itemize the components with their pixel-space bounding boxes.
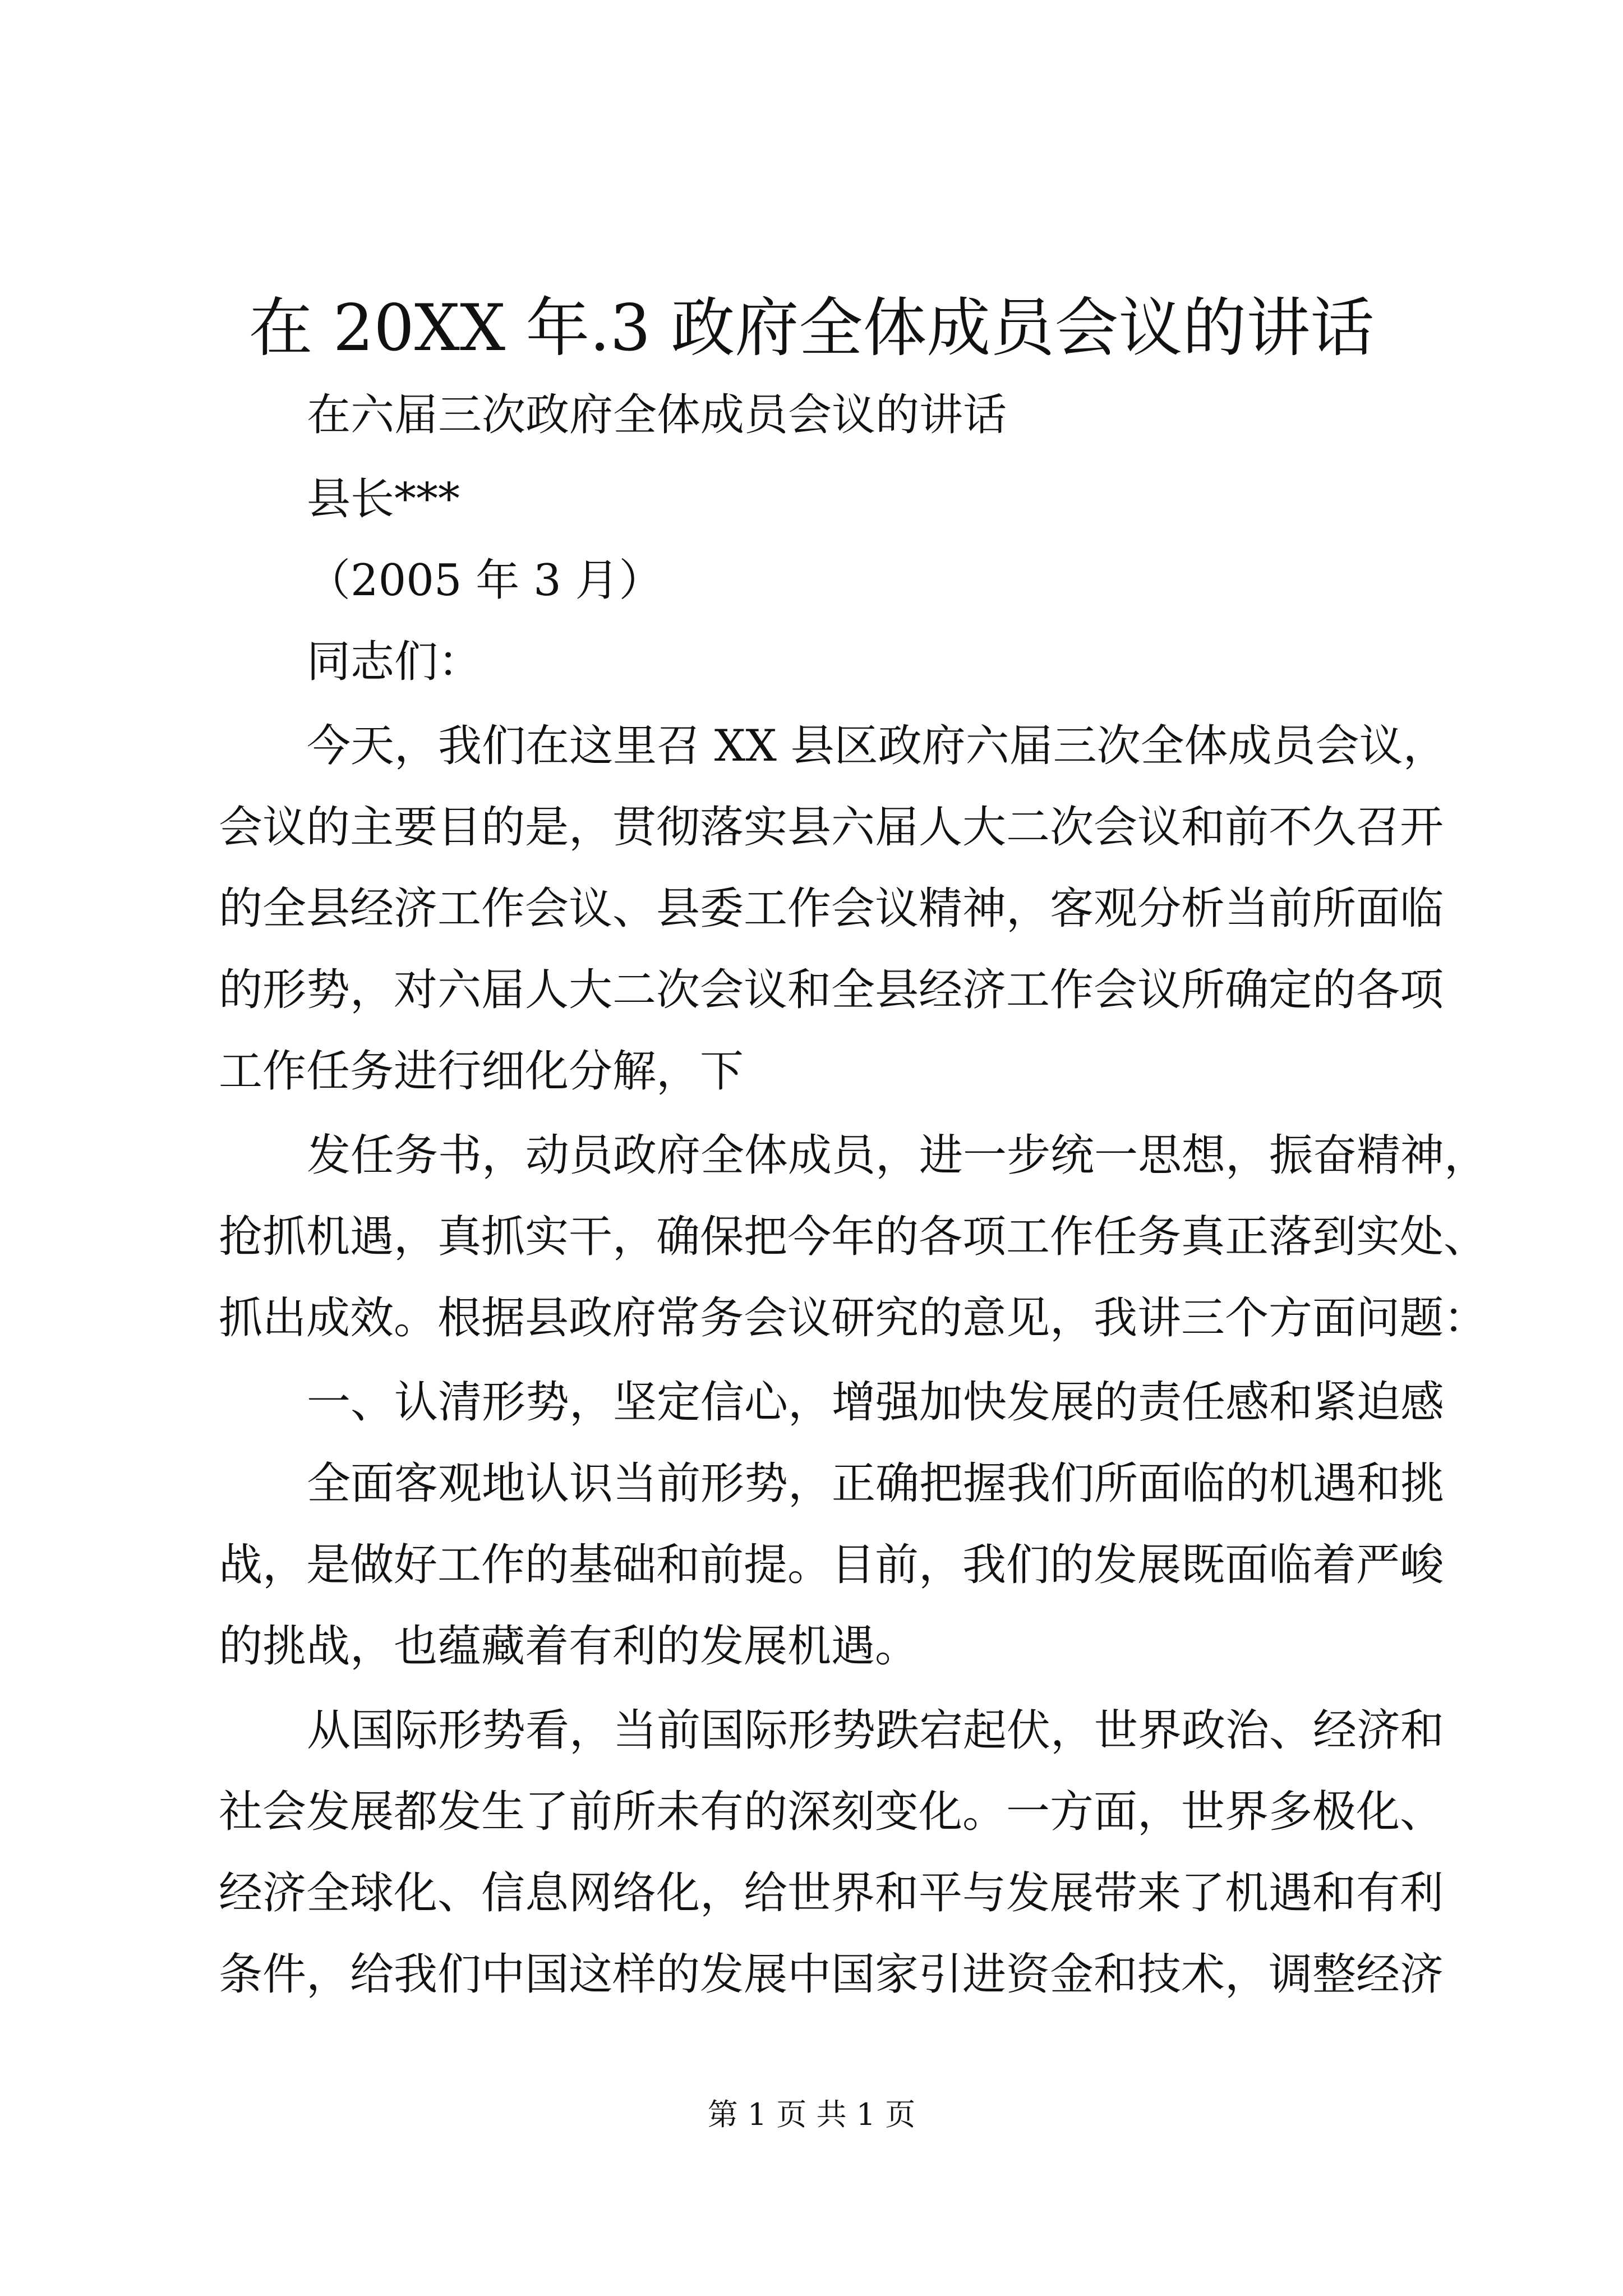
body-text-line: 抓出成效。根据县政府常务会议研究的意见，我讲三个方面问题： bbox=[219, 1293, 1488, 1343]
subtitle-line: 在六届三次政府全体成员会议的讲话 bbox=[307, 390, 1007, 440]
body-text-line: 抢抓机遇，真抓实干，确保把今年的各项工作任务真正落到实处、 bbox=[219, 1212, 1488, 1262]
body-text-line: 经济全球化、信息网络化，给世界和平与发展带来了机遇和有利 bbox=[219, 1868, 1444, 1918]
body-text-line: 全面客观地认识当前形势，正确把握我们所面临的机遇和挑 bbox=[307, 1458, 1445, 1509]
body-text-line: 发任务书，动员政府全体成员，进一步统一思想，振奋精神， bbox=[307, 1130, 1488, 1181]
body-text-line: 工作任务进行细化分解，下 bbox=[219, 1046, 744, 1097]
body-text-line: 的全县经济工作会议、县委工作会议精神，客观分析当前所面临 bbox=[219, 884, 1444, 934]
body-text-line: 社会发展都发生了前所未有的深刻变化。一方面，世界多极化、 bbox=[219, 1787, 1444, 1837]
document-title: 在 20XX 年.3 政府全体成员会议的讲话 bbox=[248, 291, 1375, 365]
body-text-line: 从国际形势看，当前国际形势跌宕起伏，世界政治、经济和 bbox=[307, 1705, 1445, 1756]
section-heading: 一、认清形势，坚定信心，增强加快发展的责任感和紧迫感 bbox=[307, 1377, 1445, 1428]
date-line: （2005 年 3 月） bbox=[307, 555, 663, 606]
body-text-line: 战，是做好工作的基础和前提。目前，我们的发展既面临着严峻 bbox=[219, 1540, 1444, 1590]
body-text-line: 条件，给我们中国这样的发展中国家引进资金和技术，调整经济 bbox=[219, 1949, 1444, 2000]
body-text-line: 今天，我们在这里召 XX 县区政府六届三次全体成员会议， bbox=[307, 721, 1447, 771]
page-number-footer: 第 1 页 共 1 页 bbox=[707, 2097, 916, 2132]
salutation-line: 同志们： bbox=[307, 637, 482, 687]
body-text-line: 的形势，对六届人大二次会议和全县经济工作会议所确定的各项 bbox=[219, 965, 1444, 1015]
body-text-line: 会议的主要目的是，贯彻落实县六届人大二次会议和前不久召开 bbox=[219, 802, 1444, 853]
speaker-line: 县长*** bbox=[307, 474, 460, 524]
body-text-line: 的挑战，也蕴藏着有利的发展机遇。 bbox=[219, 1621, 919, 1672]
